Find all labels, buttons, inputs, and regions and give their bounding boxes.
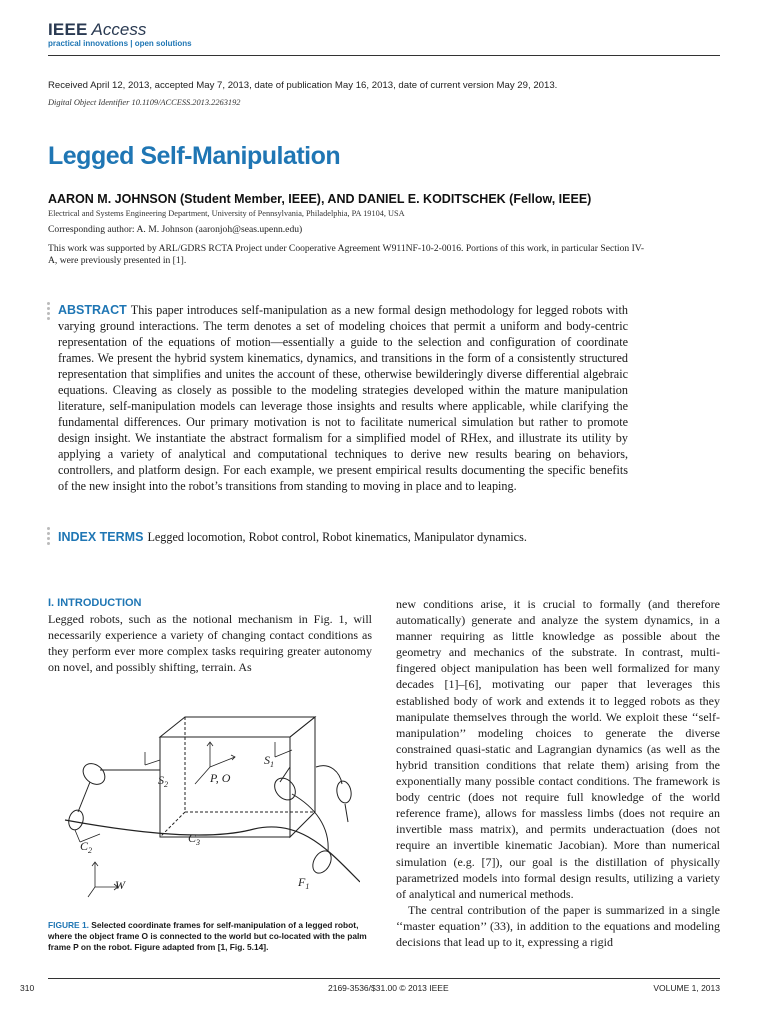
abstract-heading: ABSTRACT [58,303,127,317]
figure-1-diagram [60,712,360,912]
index-terms-marker-icon [47,527,51,547]
corresponding-author: Corresponding author: A. M. Johnson (aaronjoh@seas.upenn.edu) [48,224,303,235]
right-column-paragraph-1: new conditions arise, it is crucial to formally (and therefore automatically) generate and analyze the system dynamics, in a manner requiring as little knowledge as possible about the geometry and mechanics of the substrate. In contrast, multi-fingered object manipulation has been well formalized for many decades [1]–[6], motivating our paper that leverages this established body of work and extends it to legged robots as they manipulate themselves through the world. We exploit these ‘‘self-manipulation’’ modeling choices to generate the diverse constrained quasi-static and Lagrangian dynamics (as well as the hybrid transition conditions that relate them) arising from the exponentially many possible contact conditions. The framework is body centric (does not require full knowledge of the world reference frame), allows for massless limbs (does not require an invertible mass matrix), and permits underactuation (does not require an invertible kinematic Jacobian). More than numerical simulation (e.g. [7]), our goal is the distillation of physically parametrized models into formal design results, utilizing a variety of analytical and numerical methods. [396,597,720,901]
header-divider [48,55,720,56]
label-s1: $S_1$ [264,753,274,769]
doi: Digital Object Identifier 10.1109/ACCESS.2013.2263192 [48,98,241,107]
figure-caption-text: Selected coordinate frames for self-manipulation of a legged robot, where the object frame O is connected to the world but co-located with the palm frame P on the robot. Figure adapted from [1, Fig. 5.14]. [48,920,367,952]
right-column [396,596,720,950]
issn: 2169-3536/$31.00 © 2013 IEEE [328,983,449,993]
logo-tagline: practical innovations | open solutions [48,39,192,48]
index-terms-heading: INDEX TERMS [58,530,144,544]
label-c3: $C_3$ [188,831,201,847]
index-terms-text: Legged locomotion, Robot control, Robot kinematics, Manipulator dynamics. [147,530,527,544]
volume: VOLUME 1, 2013 [653,983,720,993]
label-w: W [115,878,125,892]
right-column-paragraph-2: The central contribution of the paper is summarized in a single ‘‘master equation’’ (33), in addition to the equations and modeling decisions that lead up to it, expressing a rigid [396,902,720,949]
article-title: Legged Self-Manipulation [48,142,341,170]
abstract [58,302,628,494]
label-po: P, O [210,771,231,785]
section-heading: I. INTRODUCTION [48,597,142,609]
figure-caption-label: FIGURE 1. [48,920,89,930]
frame-arrows [75,742,292,897]
logo-ieee: IEEE [48,20,88,39]
authors: AARON M. JOHNSON (Student Member, IEEE), AND DANIEL E. KODITSCHEK (Fellow, IEEE) [48,192,592,206]
left-column-text: Legged robots, such as the notional mechanism in Fig. 1, will necessarily experience a variety of changing contact conditions as they perform ever more complex tasks requiring greater autonomy on novel, and possibly shifting, terrain. As [48,612,372,674]
label-c2: $C_2$ [80,839,93,855]
abstract-text: This paper introduces self-manipulation as a new formal design methodology for legged robots with varying ground interactions. The term denotes a set of modeling choices that permit a uniform and body-centric representation of the equations of motion—essentially a guide to the selection and configuration of coordinate frames. We present the hybrid system kinematics, dynamics, and transitions in the form of a consistently structured representation that simplifies and unites the account of these, otherwise bewilderingly diverse differential algebraic equations. Cleaving as closely as possible to the modeling strategies developed within the mature manipulation literature, self-manipulation models can leverage those insights and results where applicable, while clarifying the fundamental differences. Our primary motivation is not to facilitate numerical simulation but rather to promote design insight. We instantiate the abstract formalism for a simplified model of RHex, and illustrate its utility by applying a variety of analytical and computational techniques to derive new results bearing on behaviors, controllers, and platform design. For each example, we present empirical results documenting the specific benefits of the new insight into the robot’s transitions from standing to moving in place and to leaping. [58,303,628,493]
affiliation: Electrical and Systems Engineering Department, University of Pennsylvania, Philadelphia, PA 19104, USA [48,209,405,218]
index-terms [58,530,527,545]
footer-divider [48,978,720,979]
object-box [160,717,315,837]
funding-note: This work was supported by ARL/GDRS RCTA Project under Cooperative Agreement W911NF-10-2-0016. Portions of this work, in particular Section IV-A, were previously presented in [1]. [48,243,645,266]
figure-caption [48,920,372,953]
received-dates: Received April 12, 2013, accepted May 7, 2013, date of publication May 16, 2013, date of current version May 29, 2013. [48,80,558,91]
abstract-marker-icon [47,302,51,322]
logo-access: Access [91,20,147,39]
journal-logo [48,20,192,48]
page-number: 310 [20,983,35,993]
label-s2: $S_2$ [158,773,168,789]
label-f1: $F_1$ [298,875,310,891]
